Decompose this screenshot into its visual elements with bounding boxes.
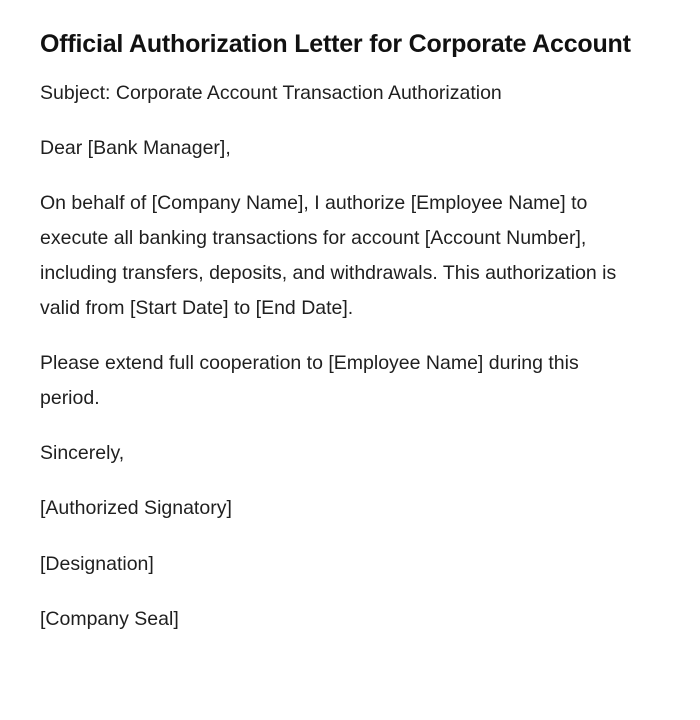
letter-body-paragraph-1: On behalf of [Company Name], I authorize [Employee Name] to execute all banking transactions for account [Account Number], including transfers, deposits, and withdrawals. This authorization is valid from [Start Date] to [End Date]. <box>40 192 617 319</box>
letter-subject: Subject: Corporate Account Transaction Authorization <box>40 82 502 104</box>
authorized-signatory: [Authorized Signatory] <box>40 497 232 519</box>
designation: [Designation] <box>40 553 154 575</box>
company-seal: [Company Seal] <box>40 608 179 630</box>
letter-title: Official Authorization Letter for Corporate Account <box>40 30 631 58</box>
letter-greeting: Dear [Bank Manager], <box>40 137 231 159</box>
letter-body-paragraph-2: Please extend full cooperation to [Employee Name] during this period. <box>40 352 579 409</box>
letter-closing: Sincerely, <box>40 442 125 464</box>
